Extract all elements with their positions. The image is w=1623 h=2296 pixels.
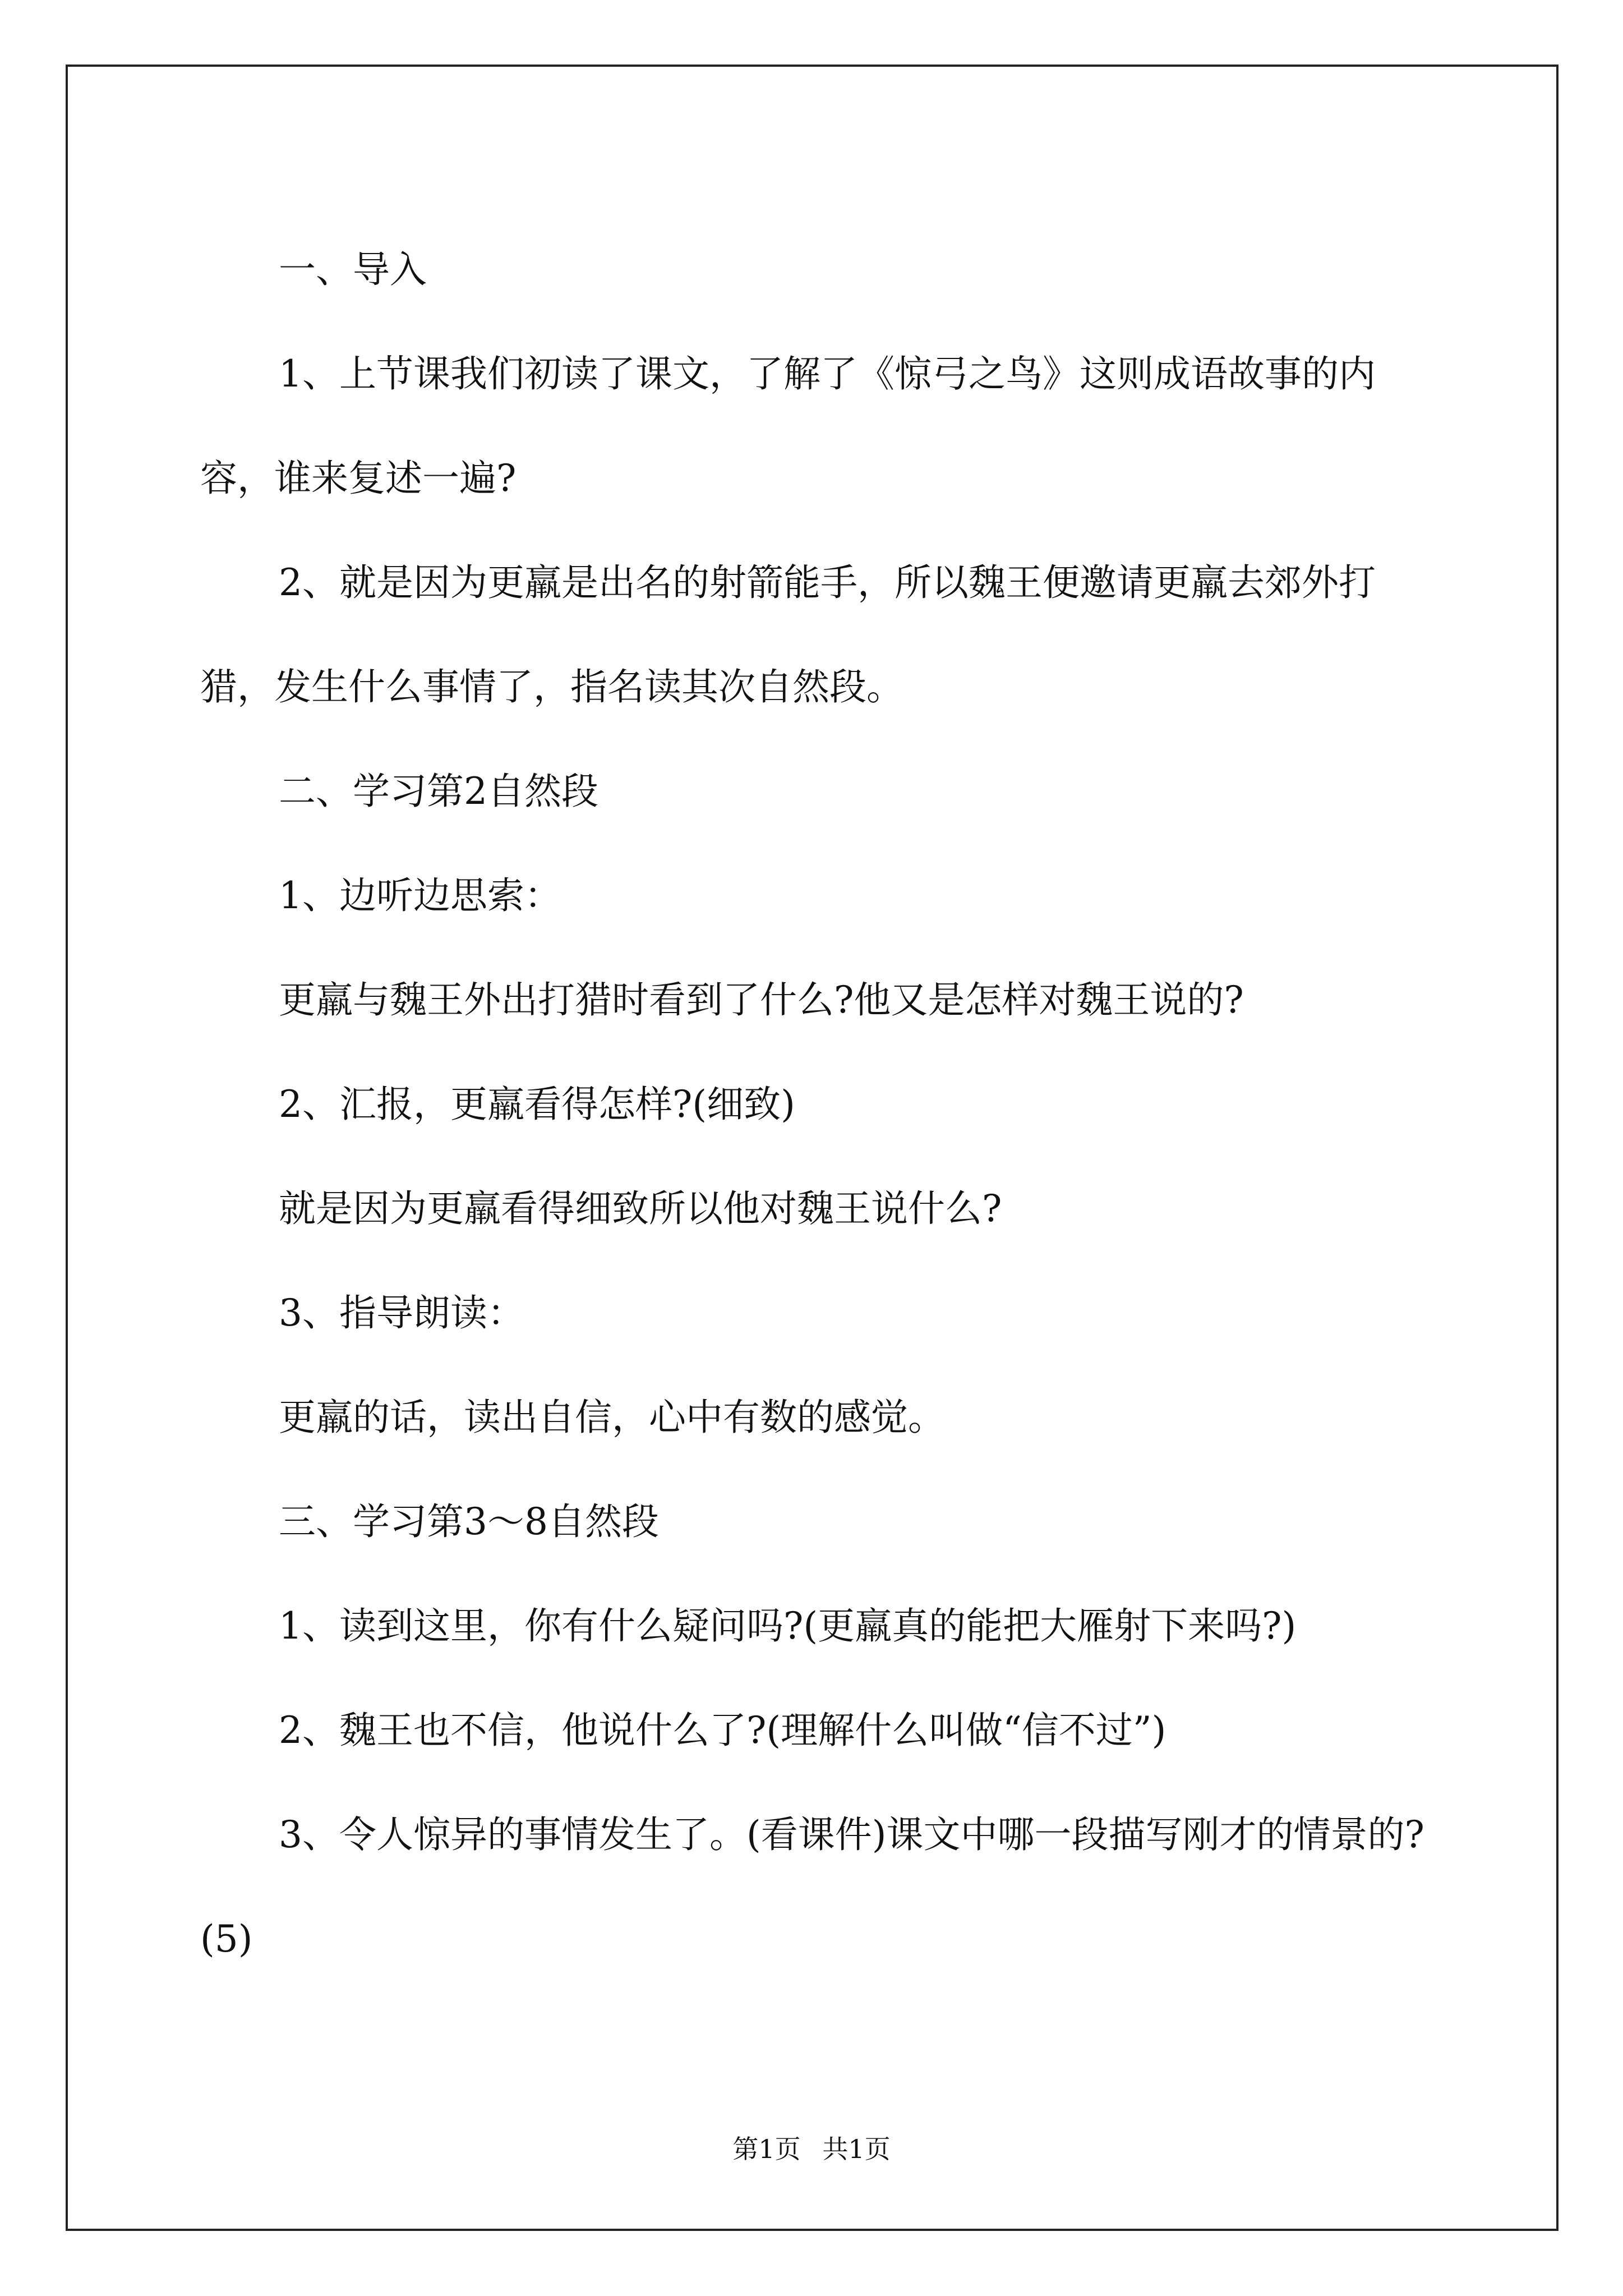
paragraph: 3、令人惊异的事情发生了。(看课件)课文中哪一段描写刚才的情景的?(5) bbox=[200, 1813, 1424, 1961]
page-number: 第1页 bbox=[732, 2134, 801, 2164]
paragraph: 就是因为更羸看得细致所以他对魏王说什么? bbox=[279, 1187, 1002, 1230]
paragraph: 2、就是因为更羸是出名的射箭能手，所以魏王便邀请更羸去郊外打猎，发生什么事情了，指名读其次自然段。 bbox=[200, 561, 1376, 708]
paragraph: 更羸的话，读出自信，心中有数的感觉。 bbox=[279, 1396, 945, 1439]
page-total: 共1页 bbox=[822, 2134, 891, 2164]
page-footer bbox=[0, 2129, 1623, 2166]
heading-intro: 一、导入 bbox=[279, 248, 427, 291]
paragraph: 2、汇报，更羸看得怎样?(细致) bbox=[279, 1083, 795, 1126]
paragraph: 1、读到这里，你有什么疑问吗?(更羸真的能把大雁射下来吗?) bbox=[279, 1604, 1297, 1648]
paragraph: 更羸与魏王外出打猎时看到了什么?他又是怎样对魏王说的? bbox=[279, 978, 1244, 1022]
heading-section-3: 三、学习第3～8自然段 bbox=[279, 1500, 659, 1543]
heading-section-2: 二、学习第2自然段 bbox=[279, 770, 598, 813]
paragraph: 1、边听边思索： bbox=[279, 874, 561, 917]
paragraph: 3、指导朗读： bbox=[279, 1291, 524, 1335]
paragraph: 2、魏王也不信，他说什么了?(理解什么叫做“信不过”) bbox=[279, 1709, 1166, 1752]
document-body bbox=[200, 218, 1434, 1991]
paragraph: 1、上节课我们初读了课文，了解了《惊弓之鸟》这则成语故事的内容，谁来复述一遍? bbox=[200, 352, 1376, 500]
